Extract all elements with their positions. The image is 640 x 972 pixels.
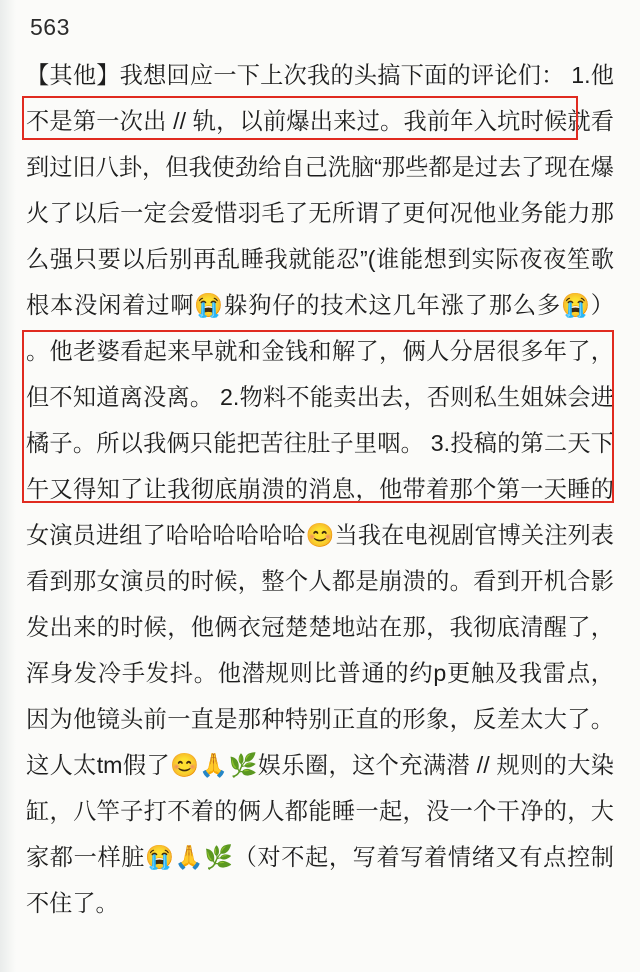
post-body-text: 【其他】我想回应一下上次我的头搞下面的评论们： 1.他不是第一次出 // 轨，以前爆出来过。我前年入坑时候就看到过旧八卦，但我使劲给自己洗脑“那些都是过去了现在爆火了以后一定会爱惜羽毛了无所谓了更何况他业务能力那么强只要以后别再乱睡我就能忍”(谁能想到实际夜夜笙歌根本没闲着过啊😭躲狗仔的技术这几年涨了那么多😭） 。他老婆看起来早就和金钱和解了，俩人分居很多年了，但不知道离没离。 2.物料不能卖出去，否则私生姐妹会进橘子。所以我俩只能把苦往肚子里咽。 3.投稿的第二天下午又得知了让我彻底崩溃的消息，他带着那个第一天睡的女演员进组了哈哈哈哈哈哈😊当我在电视剧官博关注列表看到那女演员的时候，整个人都是崩溃的。看到开机合影发出来的时候，他俩衣冠楚楚地站在那，我彻底清醒了，浑身发冷手发抖。他潜规则比普通的约p更触及我雷点，因为他镜头前一直是那种特别正直的形象，反差太大了。这人太tm假了😊🙏🌿娱乐圈，这个充满潜 // 规则的大染缸，八竿子打不着的俩人都能睡一起，没一个干净的，大家都一样脏😭🙏🌿（对不起，写着写着情绪又有点控制不住了。 (26, 62, 621, 916)
post-number: 563 (30, 14, 70, 40)
